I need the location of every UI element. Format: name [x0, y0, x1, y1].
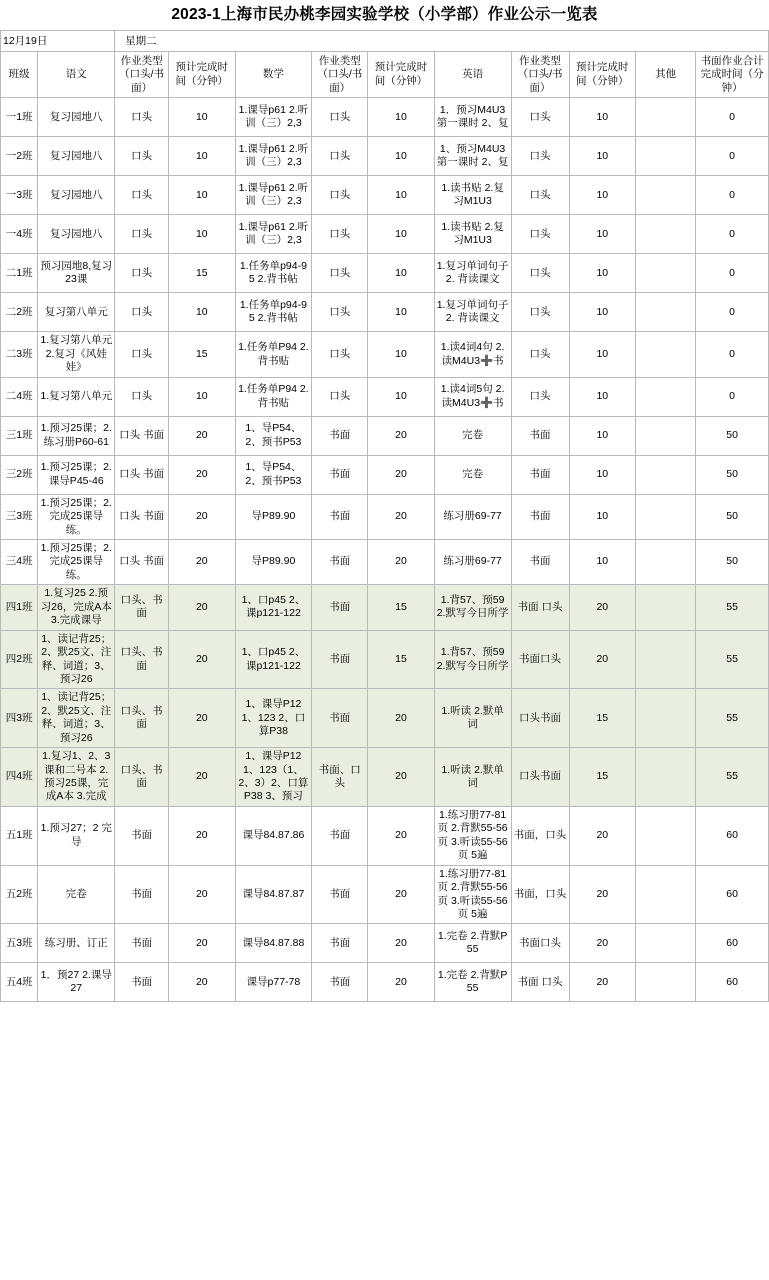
cell-english-time: 10	[569, 98, 635, 137]
cell-math-time: 20	[368, 416, 434, 455]
cell-english-type: 口头书面	[511, 689, 569, 748]
cell-other	[636, 416, 696, 455]
cell-other	[636, 806, 696, 865]
cell-math-time: 10	[368, 176, 434, 215]
cell-english-time: 20	[569, 924, 635, 963]
cell-math-type: 口头	[312, 137, 368, 176]
cell-chinese: 1.预习25课；2.练习册P60-61	[38, 416, 115, 455]
cell-chinese: 1.复习第八单元	[38, 377, 115, 416]
header-total: 书面作业合计完成时间（分钟）	[696, 52, 769, 98]
cell-math-time: 15	[368, 630, 434, 689]
table-row	[1, 963, 769, 1002]
cell-english-type: 口头书面	[511, 748, 569, 807]
cell-chinese: 1.复习第八单元2.复习《风娃娃》	[38, 332, 115, 377]
table-row	[1, 455, 769, 494]
cell-english-time: 10	[569, 254, 635, 293]
cell-total: 55	[696, 689, 769, 748]
cell-math: 课导84.87.86	[235, 806, 312, 865]
cell-english-type: 书面	[511, 494, 569, 539]
cell-total: 0	[696, 254, 769, 293]
table-row	[1, 494, 769, 539]
cell-english: 1.听读 2.默单词	[434, 689, 511, 748]
cell-english-type: 口头	[511, 98, 569, 137]
cell-english: 1.背57、预59 2.默写今日所学	[434, 585, 511, 630]
cell-chinese: 1.预习27；2 完导	[38, 806, 115, 865]
table-row	[1, 254, 769, 293]
cell-total: 0	[696, 98, 769, 137]
cell-english: 练习册69-77	[434, 494, 511, 539]
cell-class: 五3班	[1, 924, 38, 963]
cell-math: 导P89.90	[235, 494, 312, 539]
cell-english-type: 口头	[511, 137, 569, 176]
header-math-type: 作业类型（口头/书面）	[312, 52, 368, 98]
cell-english-type: 书面，口头	[511, 865, 569, 924]
cell-english: 1.完卷 2.背默P55	[434, 963, 511, 1002]
cell-math-type: 书面	[312, 963, 368, 1002]
cell-chinese-time: 20	[169, 924, 235, 963]
cell-english: 1.听读 2.默单词	[434, 748, 511, 807]
cell-chinese: 1.复习1、2、3课和二号本 2.预习25课，完成A本 3.完成	[38, 748, 115, 807]
cell-math: 1.课导p61 2.听训（三）2,3	[235, 176, 312, 215]
cell-math: 1、导P54、2、预书P53	[235, 455, 312, 494]
table-row	[1, 540, 769, 585]
cell-total: 0	[696, 293, 769, 332]
cell-total: 50	[696, 494, 769, 539]
cell-chinese-type: 口头	[115, 176, 169, 215]
cell-other	[636, 176, 696, 215]
cell-chinese-type: 口头、书面	[115, 585, 169, 630]
cell-chinese: 1、读记背25；2、默25文、注释、词道；3、预习26	[38, 630, 115, 689]
table-row	[1, 585, 769, 630]
cell-class: 二3班	[1, 332, 38, 377]
cell-other	[636, 689, 696, 748]
cell-english-type: 书面 口头	[511, 963, 569, 1002]
cell-math-time: 10	[368, 137, 434, 176]
cell-total: 60	[696, 963, 769, 1002]
cell-chinese: 1、读记背25；2、默25文、注释、词道；3、预习26	[38, 689, 115, 748]
cell-class: 三4班	[1, 540, 38, 585]
cell-chinese-time: 10	[169, 377, 235, 416]
header-chinese-type: 作业类型（口头/书面）	[115, 52, 169, 98]
cell-english-time: 10	[569, 137, 635, 176]
cell-english-type: 书面，口头	[511, 806, 569, 865]
cell-chinese-type: 口头	[115, 332, 169, 377]
cell-other	[636, 748, 696, 807]
cell-class: 五4班	[1, 963, 38, 1002]
cell-math-type: 口头	[312, 377, 368, 416]
cell-math-type: 口头	[312, 215, 368, 254]
cell-math-type: 口头	[312, 332, 368, 377]
cell-chinese-time: 10	[169, 293, 235, 332]
cell-chinese: 1.预习25课；2.完成25课导练。	[38, 540, 115, 585]
cell-math: 1.任务单p94-95 2.背书帖	[235, 293, 312, 332]
cell-chinese: 练习册、订正	[38, 924, 115, 963]
cell-math: 1、导P54、2、预书P53	[235, 416, 312, 455]
cell-chinese-type: 口头	[115, 98, 169, 137]
table-row	[1, 332, 769, 377]
cell-english-type: 口头	[511, 377, 569, 416]
cell-math-time: 10	[368, 332, 434, 377]
cell-math-time: 10	[368, 98, 434, 137]
cell-english-time: 10	[569, 176, 635, 215]
header-other: 其他	[636, 52, 696, 98]
cell-class: 三1班	[1, 416, 38, 455]
cell-other	[636, 332, 696, 377]
cell-chinese-time: 20	[169, 630, 235, 689]
cell-english: 1.复习单词句子 2. 背读课文	[434, 293, 511, 332]
cell-math: 1.课导p61 2.听训（三）2,3	[235, 215, 312, 254]
cell-total: 55	[696, 630, 769, 689]
cell-english: 1.读书贴 2.复习M1U3	[434, 176, 511, 215]
cell-class: 四4班	[1, 748, 38, 807]
cell-math-type: 书面	[312, 585, 368, 630]
table-row	[1, 176, 769, 215]
cell-math-time: 20	[368, 455, 434, 494]
cell-chinese-time: 15	[169, 254, 235, 293]
cell-english: 1、预习M4U3 第一课时 2、复	[434, 137, 511, 176]
cell-english-type: 书面	[511, 455, 569, 494]
cell-other	[636, 215, 696, 254]
header-english-type: 作业类型（口头/书面）	[511, 52, 569, 98]
cell-chinese: 预习园地8,复习23课	[38, 254, 115, 293]
cell-chinese: 完卷	[38, 865, 115, 924]
header-class: 班级	[1, 52, 38, 98]
cell-math: 1.课导p61 2.听训（三）2,3	[235, 137, 312, 176]
cell-chinese: 1．预27 2.课导27	[38, 963, 115, 1002]
cell-english-time: 10	[569, 455, 635, 494]
cell-chinese-type: 口头	[115, 293, 169, 332]
cell-english-time: 10	[569, 377, 635, 416]
cell-chinese-type: 书面	[115, 963, 169, 1002]
cell-english-time: 10	[569, 215, 635, 254]
cell-class: 一1班	[1, 98, 38, 137]
cell-class: 四2班	[1, 630, 38, 689]
cell-math-time: 20	[368, 748, 434, 807]
cell-chinese-time: 15	[169, 332, 235, 377]
cell-math-type: 书面、口头	[312, 748, 368, 807]
cell-english: 完卷	[434, 416, 511, 455]
cell-chinese-time: 20	[169, 963, 235, 1002]
table-row	[1, 98, 769, 137]
page-title: 2023-1上海市民办桃李园实验学校（小学部）作业公示一览表	[171, 6, 598, 23]
cell-math-type: 书面	[312, 806, 368, 865]
cell-math-type: 口头	[312, 176, 368, 215]
cell-english-time: 20	[569, 963, 635, 1002]
cell-math-time: 20	[368, 963, 434, 1002]
cell-other	[636, 293, 696, 332]
cell-chinese: 复习园地八	[38, 215, 115, 254]
table-row	[1, 689, 769, 748]
cell-english: 1.完卷 2.背默P55	[434, 924, 511, 963]
cell-class: 一4班	[1, 215, 38, 254]
cell-english-time: 10	[569, 416, 635, 455]
header-english: 英语	[434, 52, 511, 98]
cell-class: 二2班	[1, 293, 38, 332]
cell-chinese-time: 20	[169, 865, 235, 924]
cell-total: 60	[696, 865, 769, 924]
cell-english-time: 20	[569, 865, 635, 924]
cell-math-time: 20	[368, 806, 434, 865]
cell-english-type: 口头	[511, 332, 569, 377]
cell-class: 一2班	[1, 137, 38, 176]
cell-chinese-time: 20	[169, 806, 235, 865]
date-cell: 12月19日	[1, 31, 115, 52]
cell-class: 四3班	[1, 689, 38, 748]
cell-english: 1.复习单词句子 2. 背读课文	[434, 254, 511, 293]
table-row	[1, 865, 769, 924]
cell-chinese-type: 口头 书面	[115, 416, 169, 455]
cell-english-type: 口头	[511, 254, 569, 293]
cell-chinese-type: 口头	[115, 137, 169, 176]
cell-other	[636, 865, 696, 924]
cell-english-type: 书面口头	[511, 630, 569, 689]
cell-total: 0	[696, 332, 769, 377]
cell-english-type: 书面	[511, 416, 569, 455]
cell-math-type: 口头	[312, 293, 368, 332]
cell-class: 二4班	[1, 377, 38, 416]
cell-math-type: 口头	[312, 98, 368, 137]
cell-chinese: 1.预习25课；2.完成25课导练。	[38, 494, 115, 539]
table-header-row	[1, 52, 769, 98]
cell-chinese-type: 口头	[115, 377, 169, 416]
cell-chinese-type: 口头	[115, 254, 169, 293]
cell-math: 课导84.87.88	[235, 924, 312, 963]
cell-english-time: 20	[569, 585, 635, 630]
cell-math: 课导p77-78	[235, 963, 312, 1002]
header-english-time: 预计完成时间（分钟）	[569, 52, 635, 98]
cell-class: 五1班	[1, 806, 38, 865]
cell-class: 五2班	[1, 865, 38, 924]
cell-total: 55	[696, 585, 769, 630]
cell-chinese-time: 20	[169, 416, 235, 455]
cell-other	[636, 377, 696, 416]
table-row	[1, 137, 769, 176]
cell-math: 1、口p45 2、课p121-122	[235, 630, 312, 689]
cell-chinese: 1.预习25课；2.课导P45-46	[38, 455, 115, 494]
cell-english-type: 口头	[511, 293, 569, 332]
cell-other	[636, 98, 696, 137]
cell-english-time: 20	[569, 806, 635, 865]
cell-math-time: 10	[368, 254, 434, 293]
cell-chinese-type: 口头、书面	[115, 689, 169, 748]
cell-math-type: 书面	[312, 689, 368, 748]
header-chinese-time: 预计完成时间（分钟）	[169, 52, 235, 98]
cell-english-time: 10	[569, 332, 635, 377]
cell-total: 0	[696, 137, 769, 176]
cell-math-time: 10	[368, 377, 434, 416]
cell-other	[636, 630, 696, 689]
cell-math-type: 书面	[312, 630, 368, 689]
table-row	[1, 215, 769, 254]
cell-class: 四1班	[1, 585, 38, 630]
cell-math-time: 20	[368, 924, 434, 963]
cell-chinese: 复习园地八	[38, 98, 115, 137]
cell-math: 课导84.87.87	[235, 865, 312, 924]
cell-math: 1.课导p61 2.听训（三）2,3	[235, 98, 312, 137]
cell-math-time: 20	[368, 494, 434, 539]
table-row	[1, 924, 769, 963]
cell-math-type: 书面	[312, 924, 368, 963]
cell-other	[636, 585, 696, 630]
cell-math-time: 15	[368, 585, 434, 630]
cell-math-type: 书面	[312, 865, 368, 924]
cell-total: 50	[696, 416, 769, 455]
cell-class: 三2班	[1, 455, 38, 494]
cell-chinese: 1.复习25 2.预习26，完成A本 3.完成课导	[38, 585, 115, 630]
cell-math: 1、课导P121、123（1、2、3）2、口算P38 3、预习	[235, 748, 312, 807]
cell-class: 一3班	[1, 176, 38, 215]
cell-other	[636, 924, 696, 963]
cell-total: 0	[696, 176, 769, 215]
cell-chinese-time: 20	[169, 585, 235, 630]
cell-english-type: 书面口头	[511, 924, 569, 963]
cell-chinese-type: 口头	[115, 215, 169, 254]
header-math-time: 预计完成时间（分钟）	[368, 52, 434, 98]
cell-chinese-time: 20	[169, 455, 235, 494]
cell-english: 1.背57、预59 2.默写今日所学	[434, 630, 511, 689]
cell-class: 三3班	[1, 494, 38, 539]
cell-math: 1、课导P121、123 2、口算P38	[235, 689, 312, 748]
cell-other	[636, 963, 696, 1002]
cell-total: 0	[696, 377, 769, 416]
cell-other	[636, 254, 696, 293]
cell-chinese-type: 口头 书面	[115, 494, 169, 539]
cell-math-type: 书面	[312, 494, 368, 539]
table-row	[1, 377, 769, 416]
cell-english-type: 书面 口头	[511, 585, 569, 630]
cell-total: 55	[696, 748, 769, 807]
homework-table	[0, 30, 769, 1002]
cell-math: 1、口p45 2、课p121-122	[235, 585, 312, 630]
cell-total: 50	[696, 455, 769, 494]
cell-english-time: 15	[569, 689, 635, 748]
cell-total: 60	[696, 806, 769, 865]
header-chinese: 语文	[38, 52, 115, 98]
cell-english: 1.练习册77-81页 2.背默55-56页 3.听读55-56页 5遍	[434, 806, 511, 865]
cell-english: 1.练习册77-81页 2.背默55-56页 3.听读55-56页 5遍	[434, 865, 511, 924]
cell-math-time: 10	[368, 293, 434, 332]
cell-chinese-time: 10	[169, 137, 235, 176]
weekday-cell: 星期二	[115, 31, 769, 52]
cell-english-time: 10	[569, 293, 635, 332]
cell-english-type: 口头	[511, 176, 569, 215]
cell-chinese: 复习第八单元	[38, 293, 115, 332]
date-row	[1, 31, 769, 52]
cell-chinese-time: 10	[169, 98, 235, 137]
cell-math-type: 书面	[312, 455, 368, 494]
cell-chinese: 复习园地八	[38, 176, 115, 215]
cell-total: 0	[696, 215, 769, 254]
cell-chinese-time: 10	[169, 176, 235, 215]
cell-english: 1.读4词5句 2.读M4U3➕书	[434, 377, 511, 416]
cell-other	[636, 494, 696, 539]
table-row	[1, 630, 769, 689]
cell-math: 1.任务单P94 2.背书贴	[235, 332, 312, 377]
table-row	[1, 293, 769, 332]
cell-chinese-type: 口头 书面	[115, 540, 169, 585]
cell-math: 1.任务单P94 2.背书贴	[235, 377, 312, 416]
cell-chinese-type: 书面	[115, 924, 169, 963]
cell-chinese-type: 书面	[115, 865, 169, 924]
cell-chinese: 复习园地八	[38, 137, 115, 176]
cell-chinese-time: 20	[169, 748, 235, 807]
header-math: 数学	[235, 52, 312, 98]
cell-total: 50	[696, 540, 769, 585]
cell-math-type: 书面	[312, 416, 368, 455]
cell-other	[636, 137, 696, 176]
cell-english-type: 书面	[511, 540, 569, 585]
table-body	[1, 98, 769, 1002]
cell-math-time: 20	[368, 689, 434, 748]
cell-english-type: 口头	[511, 215, 569, 254]
table-row	[1, 748, 769, 807]
cell-other	[636, 455, 696, 494]
cell-english-time: 20	[569, 630, 635, 689]
cell-math: 1.任务单p94-95 2.背书帖	[235, 254, 312, 293]
cell-english: 1.读书贴 2.复习M1U3	[434, 215, 511, 254]
cell-chinese-type: 书面	[115, 806, 169, 865]
cell-math-type: 书面	[312, 540, 368, 585]
cell-total: 60	[696, 924, 769, 963]
cell-other	[636, 540, 696, 585]
cell-english: 练习册69-77	[434, 540, 511, 585]
cell-chinese-type: 口头 书面	[115, 455, 169, 494]
cell-chinese-type: 口头、书面	[115, 630, 169, 689]
table-row	[1, 806, 769, 865]
cell-english: 1．预习M4U3 第一课时 2、复	[434, 98, 511, 137]
cell-chinese-type: 口头、书面	[115, 748, 169, 807]
cell-math-time: 10	[368, 215, 434, 254]
cell-english-time: 10	[569, 540, 635, 585]
cell-chinese-time: 10	[169, 215, 235, 254]
table-row	[1, 416, 769, 455]
cell-chinese-time: 20	[169, 540, 235, 585]
cell-english-time: 10	[569, 494, 635, 539]
cell-math-time: 20	[368, 540, 434, 585]
cell-math-time: 20	[368, 865, 434, 924]
cell-class: 二1班	[1, 254, 38, 293]
cell-chinese-time: 20	[169, 689, 235, 748]
cell-english: 完卷	[434, 455, 511, 494]
cell-english-time: 15	[569, 748, 635, 807]
cell-math-type: 口头	[312, 254, 368, 293]
cell-chinese-time: 20	[169, 494, 235, 539]
cell-math: 导P89.90	[235, 540, 312, 585]
cell-english: 1.读4词4句 2.读M4U3➕书	[434, 332, 511, 377]
